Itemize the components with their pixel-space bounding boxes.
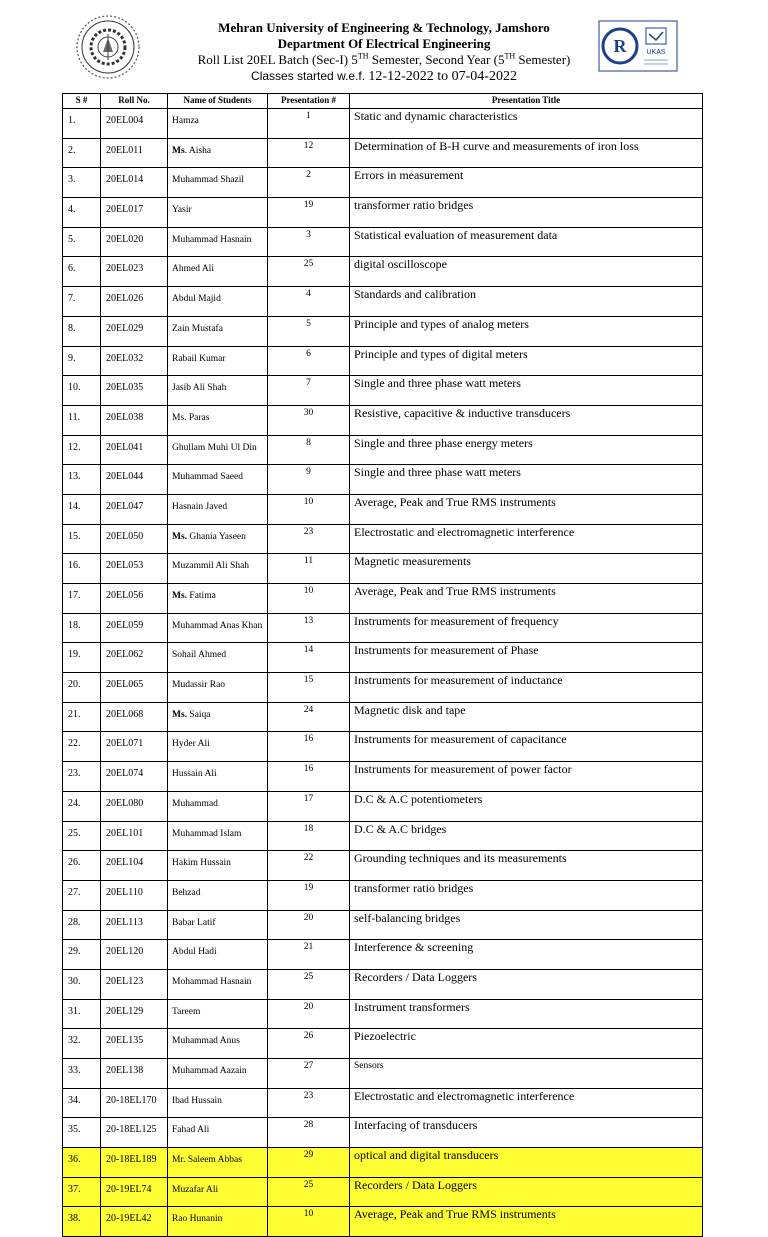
cell-student-name: Jasib Ali Shah [168,376,268,406]
cell-roll-number: 20EL020 [101,227,168,257]
table-row [63,969,703,999]
table-row [63,643,703,673]
cell-serial-number: 6. [63,257,101,287]
cell-student-name: Ms. Fatima [168,584,268,614]
col-header-roll: Roll No. [101,94,168,109]
cell-roll-number: 20EL011 [101,138,168,168]
cell-presentation-title: Single and three phase watt meters [350,465,703,495]
cell-roll-number: 20EL004 [101,109,168,139]
cell-student-name: Behzad [168,880,268,910]
cell-presentation-number: 1 [268,109,350,139]
cell-presentation-title: transformer ratio bridges [350,198,703,228]
cell-student-name: Yasir [168,198,268,228]
cell-roll-number: 20-18EL170 [101,1088,168,1118]
cell-roll-number: 20-18EL189 [101,1148,168,1178]
col-header-presentation-title: Presentation Title [350,94,703,109]
cell-roll-number: 20EL050 [101,524,168,554]
cell-presentation-title: Instruments for measurement of inductance [350,673,703,703]
table-row [63,435,703,465]
cell-presentation-number: 12 [268,138,350,168]
table-row [63,109,703,139]
cell-presentation-title: Sensors [350,1059,703,1089]
cell-roll-number: 20EL129 [101,999,168,1029]
cell-student-name: Ms. Aisha [168,138,268,168]
table-header-row [63,94,703,109]
table-row [63,198,703,228]
cell-student-name: Hyder Ali [168,732,268,762]
cell-student-name: Muhammad Islam [168,821,268,851]
table-row [63,584,703,614]
cell-presentation-number: 28 [268,1118,350,1148]
cell-roll-number: 20EL023 [101,257,168,287]
cell-presentation-title: Grounding techniques and its measurements [350,851,703,881]
cell-serial-number: 25. [63,821,101,851]
cell-serial-number: 7. [63,287,101,317]
cell-student-name: Rao Hunanin [168,1207,268,1237]
cell-presentation-title: Single and three phase watt meters [350,376,703,406]
cell-presentation-number: 26 [268,1029,350,1059]
cell-roll-number: 20EL053 [101,554,168,584]
cell-student-name: Ms. Ghania Yaseen [168,524,268,554]
cell-presentation-title: Recorders / Data Loggers [350,1177,703,1207]
cell-roll-number: 20EL017 [101,198,168,228]
cell-student-name: Muhammad Hasnain [168,227,268,257]
cell-presentation-number: 23 [268,1088,350,1118]
cell-serial-number: 16. [63,554,101,584]
table-row [63,1207,703,1237]
cell-roll-number: 20EL035 [101,376,168,406]
cell-serial-number: 20. [63,673,101,703]
cell-presentation-number: 13 [268,613,350,643]
cell-presentation-number: 14 [268,643,350,673]
cell-serial-number: 12. [63,435,101,465]
cell-presentation-number: 7 [268,376,350,406]
cell-roll-number: 20EL120 [101,940,168,970]
cell-presentation-number: 16 [268,732,350,762]
table-row [63,227,703,257]
cell-roll-number: 20EL068 [101,702,168,732]
cell-roll-number: 20EL110 [101,880,168,910]
cell-student-name: Ghullam Muhi Ul Din [168,435,268,465]
cell-serial-number: 13. [63,465,101,495]
cell-presentation-title: Recorders / Data Loggers [350,969,703,999]
cell-presentation-number: 4 [268,287,350,317]
cell-presentation-title: Instruments for measurement of frequency [350,613,703,643]
cell-serial-number: 8. [63,316,101,346]
roll-list-subtitle: Roll List 20EL Batch (Sec-I) 5TH Semester, Second Year (5TH Semester) [197,51,571,67]
cell-student-name: Muzafar Ali [168,1177,268,1207]
cell-roll-number: 20EL071 [101,732,168,762]
cell-serial-number: 14. [63,494,101,524]
cell-serial-number: 34. [63,1088,101,1118]
cell-roll-number: 20EL080 [101,791,168,821]
table-row [63,376,703,406]
table-row [63,287,703,317]
cell-presentation-title: D.C & A.C bridges [350,821,703,851]
cell-presentation-title: Principle and types of analog meters [350,316,703,346]
table-row [63,1059,703,1089]
cell-presentation-title: Instruments for measurement of Phase [350,643,703,673]
cell-presentation-title: Standards and calibration [350,287,703,317]
table-row [63,880,703,910]
cell-serial-number: 26. [63,851,101,881]
table-row [63,940,703,970]
table-row [63,1088,703,1118]
cell-student-name: Rabail Kumar [168,346,268,376]
cell-student-name: Ms. Saiqa [168,702,268,732]
cell-presentation-number: 22 [268,851,350,881]
cell-presentation-number: 20 [268,910,350,940]
cell-student-name: Ibad Hussain [168,1088,268,1118]
table-row [63,257,703,287]
cell-roll-number: 20EL038 [101,405,168,435]
cell-presentation-title: Electrostatic and electromagnetic interference [350,1088,703,1118]
cell-student-name: Hasnain Javed [168,494,268,524]
cell-serial-number: 32. [63,1029,101,1059]
cell-presentation-title: Instruments for measurement of capacitance [350,732,703,762]
cell-presentation-title: Instruments for measurement of power factor [350,762,703,792]
cell-presentation-number: 23 [268,524,350,554]
table-row [63,851,703,881]
cell-student-name: Abdul Hadi [168,940,268,970]
table-row [63,168,703,198]
cell-presentation-title: D.C & A.C potentiometers [350,791,703,821]
cell-serial-number: 4. [63,198,101,228]
table-row [63,346,703,376]
cell-student-name: Muhammad Anus [168,1029,268,1059]
cell-student-name: Muhammad Anas Khan [168,613,268,643]
table-row [63,613,703,643]
cell-presentation-number: 10 [268,584,350,614]
cell-serial-number: 24. [63,791,101,821]
class-dates: Classes started w.e.f. 12-12-2022 to 07-04-2022 [251,69,517,84]
col-header-sn: S # [63,94,101,109]
table-row [63,821,703,851]
cell-presentation-number: 25 [268,969,350,999]
cell-roll-number: 20EL123 [101,969,168,999]
table-row [63,1177,703,1207]
table-row [63,999,703,1029]
cell-student-name: Abdul Majid [168,287,268,317]
cell-presentation-title: Principle and types of digital meters [350,346,703,376]
cell-presentation-number: 20 [268,999,350,1029]
cell-presentation-title: Instrument transformers [350,999,703,1029]
table-row [63,791,703,821]
table-row [63,762,703,792]
cell-presentation-title: transformer ratio bridges [350,880,703,910]
cell-serial-number: 30. [63,969,101,999]
cell-student-name: Muhammad Aazain [168,1059,268,1089]
cell-roll-number: 20-18EL125 [101,1118,168,1148]
cell-student-name: Mudassir Rao [168,673,268,703]
cell-presentation-title: Resistive, capacitive & inductive transducers [350,405,703,435]
cell-presentation-title: self-balancing bridges [350,910,703,940]
cell-roll-number: 20EL062 [101,643,168,673]
cell-presentation-number: 10 [268,494,350,524]
table-row [63,554,703,584]
cell-student-name: Mr. Saleem Abbas [168,1148,268,1178]
table-row [63,1029,703,1059]
document-header [0,20,768,85]
cell-student-name: Fahad Ali [168,1118,268,1148]
cell-presentation-title: Piezoelectric [350,1029,703,1059]
cell-serial-number: 19. [63,643,101,673]
cell-presentation-number: 17 [268,791,350,821]
table-row [63,405,703,435]
university-name: Mehran University of Engineering & Technology, Jamshoro [218,20,550,35]
cell-presentation-number: 8 [268,435,350,465]
table-row [63,138,703,168]
table-row [63,702,703,732]
cell-presentation-title: Errors in measurement [350,168,703,198]
table-row [63,1118,703,1148]
roll-list-table [62,93,703,1237]
department-name: Department Of Electrical Engineering [277,36,491,51]
cell-presentation-title: Average, Peak and True RMS instruments [350,584,703,614]
cell-serial-number: 28. [63,910,101,940]
cell-presentation-title: Statistical evaluation of measurement data [350,227,703,257]
cell-student-name: Hakim Hussain [168,851,268,881]
cell-serial-number: 1. [63,109,101,139]
cell-roll-number: 20EL104 [101,851,168,881]
cell-serial-number: 10. [63,376,101,406]
cell-presentation-title: Determination of B-H curve and measurements of iron loss [350,138,703,168]
cell-presentation-number: 10 [268,1207,350,1237]
cell-serial-number: 36. [63,1148,101,1178]
cell-roll-number: 20EL032 [101,346,168,376]
cell-presentation-title: Magnetic disk and tape [350,702,703,732]
cell-roll-number: 20-19EL42 [101,1207,168,1237]
cell-presentation-title: Single and three phase energy meters [350,435,703,465]
cell-presentation-number: 16 [268,762,350,792]
cell-student-name: Sohail Ahmed [168,643,268,673]
cell-presentation-number: 18 [268,821,350,851]
cell-student-name: Muzammil Ali Shah [168,554,268,584]
table-row [63,732,703,762]
cell-serial-number: 37. [63,1177,101,1207]
col-header-presentation-number: Presentation # [268,94,350,109]
cell-roll-number: 20EL101 [101,821,168,851]
cell-serial-number: 3. [63,168,101,198]
cell-serial-number: 9. [63,346,101,376]
table-row [63,910,703,940]
cell-serial-number: 23. [63,762,101,792]
table-row [63,524,703,554]
table-row [63,465,703,495]
col-header-name: Name of Students [168,94,268,109]
cell-presentation-number: 11 [268,554,350,584]
cell-roll-number: 20EL135 [101,1029,168,1059]
cell-roll-number: 20EL029 [101,316,168,346]
cell-serial-number: 22. [63,732,101,762]
cell-student-name: Hamza [168,109,268,139]
cell-presentation-title: Magnetic measurements [350,554,703,584]
cell-serial-number: 27. [63,880,101,910]
cell-presentation-number: 2 [268,168,350,198]
cell-serial-number: 31. [63,999,101,1029]
cell-roll-number: 20EL047 [101,494,168,524]
cell-roll-number: 20EL113 [101,910,168,940]
cell-presentation-number: 15 [268,673,350,703]
cell-presentation-number: 24 [268,702,350,732]
cell-presentation-number: 5 [268,316,350,346]
cell-presentation-title: Static and dynamic characteristics [350,109,703,139]
cell-roll-number: 20EL026 [101,287,168,317]
cell-serial-number: 21. [63,702,101,732]
cell-roll-number: 20EL074 [101,762,168,792]
table-row [63,1148,703,1178]
cell-student-name: Babar Latif [168,910,268,940]
cell-presentation-number: 19 [268,198,350,228]
cell-serial-number: 15. [63,524,101,554]
cell-student-name: Muhammad [168,791,268,821]
table-row [63,494,703,524]
cell-presentation-title: optical and digital transducers [350,1148,703,1178]
cell-roll-number: 20EL014 [101,168,168,198]
cell-presentation-number: 3 [268,227,350,257]
cell-student-name: Muhammad Shazil [168,168,268,198]
cell-presentation-number: 27 [268,1059,350,1089]
cell-roll-number: 20-19EL74 [101,1177,168,1207]
cell-serial-number: 11. [63,405,101,435]
cell-student-name: Muhammad Saeed [168,465,268,495]
svg-text:R: R [613,36,627,56]
cell-presentation-number: 9 [268,465,350,495]
cell-presentation-title: Electrostatic and electromagnetic interference [350,524,703,554]
cell-student-name: Tareem [168,999,268,1029]
cell-presentation-number: 29 [268,1148,350,1178]
cell-presentation-number: 6 [268,346,350,376]
cell-serial-number: 17. [63,584,101,614]
cell-presentation-title: Average, Peak and True RMS instruments [350,1207,703,1237]
cell-student-name: Mohammad Hasnain [168,969,268,999]
cell-serial-number: 33. [63,1059,101,1089]
cell-presentation-number: 30 [268,405,350,435]
cell-presentation-number: 19 [268,880,350,910]
cell-serial-number: 35. [63,1118,101,1148]
cell-serial-number: 18. [63,613,101,643]
cell-student-name: Zain Mustafa [168,316,268,346]
cell-presentation-number: 25 [268,1177,350,1207]
cell-roll-number: 20EL065 [101,673,168,703]
cell-roll-number: 20EL044 [101,465,168,495]
cell-roll-number: 20EL056 [101,584,168,614]
cell-presentation-number: 25 [268,257,350,287]
cell-serial-number: 5. [63,227,101,257]
cell-presentation-title: digital oscilloscope [350,257,703,287]
cell-student-name: Ms. Paras [168,405,268,435]
cell-presentation-title: Average, Peak and True RMS instruments [350,494,703,524]
cell-presentation-number: 21 [268,940,350,970]
table-row [63,316,703,346]
table-row [63,673,703,703]
cell-student-name: Ahmed Ali [168,257,268,287]
cell-serial-number: 38. [63,1207,101,1237]
cell-roll-number: 20EL138 [101,1059,168,1089]
cell-serial-number: 2. [63,138,101,168]
cell-serial-number: 29. [63,940,101,970]
cell-student-name: Hussain Ali [168,762,268,792]
cell-presentation-title: Interference & screening [350,940,703,970]
cell-roll-number: 20EL041 [101,435,168,465]
cell-presentation-title: Interfacing of transducers [350,1118,703,1148]
svg-text:UKAS: UKAS [646,49,666,56]
cell-roll-number: 20EL059 [101,613,168,643]
